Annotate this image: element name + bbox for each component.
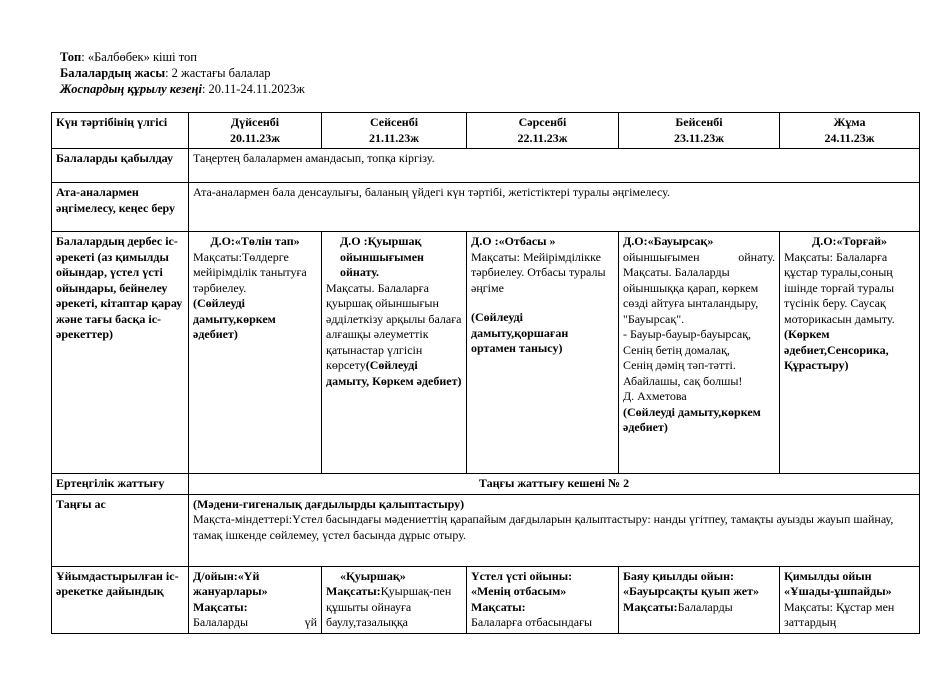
- day-name: Сәрсенбі: [518, 115, 567, 129]
- prep-title: «Қуыршақ»: [340, 568, 406, 583]
- activity-area: (Сөйлеуді дамыту,көркем әдебиет): [193, 296, 276, 341]
- day-date: 21.11.23ж: [368, 130, 420, 145]
- period-line: [60, 81, 305, 97]
- prep-tuesday: [322, 566, 467, 633]
- header-day-monday: [189, 113, 322, 149]
- activity-text-body: Мақсаты. Балаларға қуыршақ ойыншығын әдділеткізу арқылы балаға алғашқы әлеуметтік қатынастар үлгісін көрсету: [326, 280, 462, 372]
- header-day-friday: [780, 113, 920, 149]
- activity-line: [623, 250, 775, 266]
- activity-wednesday: [467, 232, 619, 474]
- day-name: Бейсенбі: [675, 115, 723, 129]
- prep-goal-label: Мақсаты:: [623, 599, 678, 614]
- activity-area: (Сөйлеуді дамыту,қоршаған ортамен танысу): [471, 310, 569, 355]
- prep-title: Қимылды ойын «Ұшады-ұшпайды»: [784, 568, 892, 598]
- activity-title: Д.О:«Бауырсақ»: [623, 234, 714, 248]
- row-label-preparation: Ұйымдастырылған іс-әрекетке дайындық: [52, 566, 189, 633]
- activity-monday: [189, 232, 322, 474]
- document-header: [60, 49, 305, 97]
- breakfast-text: Мақста-міндеттері:Үстел басындағы мәдениеттің қарапайым дағдыларын қалыптастыру: нанды үгітпеу, тамақты ауызды жауып шайнау, тамақ ішкенде сөйлемеу, үстел басында дұрыс отыру.: [193, 512, 894, 542]
- day-name: Сейсенбі: [369, 115, 419, 129]
- activity-title: Д.О :«Отбасы »: [471, 234, 556, 248]
- header-day-wednesday: [467, 113, 619, 149]
- day-date: 24.11.23ж: [824, 130, 875, 145]
- activity-text: Мақсаты. Балаларды ойыншыққа қарап, көркем сөзді айтуға ынталандыру, "Бауырсақ".: [623, 265, 759, 326]
- prep-goal-label: Мақсаты:: [326, 584, 381, 598]
- prep-wednesday: [467, 566, 619, 633]
- poem-author: Д. Ахметова: [623, 389, 687, 403]
- prep-title: Баяу қиылды ойын: «Бауырсақты қуып жет»: [623, 568, 759, 598]
- prep-friday: [780, 566, 920, 633]
- day-name: Дүйсенбі: [230, 115, 280, 129]
- poem-line: - Бауыр-бауыр-бауырсақ,: [623, 327, 752, 341]
- period-value: : 20.11-24.11.2023ж: [201, 82, 305, 96]
- prep-thursday: [619, 566, 780, 633]
- poem-line: Сенің бетің домалақ,: [623, 342, 730, 357]
- prep-text: [326, 584, 462, 631]
- prep-goal-label: Мақсаты:: [471, 599, 526, 614]
- row-breakfast: [52, 494, 920, 566]
- activity-area: (Сөйлеуді дамыту, Көркем әдебиет): [326, 358, 462, 388]
- weekly-plan-table: [51, 112, 920, 634]
- group-label: Топ: [60, 50, 82, 64]
- exercise-text: Таңғы жаттығу кешені № 2: [189, 474, 920, 495]
- day-name: Жұма: [833, 115, 866, 129]
- group-value: : «Балбөбек» кіші топ: [81, 50, 197, 64]
- reception-text: Таңертең балалармен амандасып, топқа кіргізу.: [189, 149, 920, 183]
- day-date: 22.11.23ж: [517, 130, 568, 145]
- prep-word: үй: [304, 615, 317, 629]
- prep-text: Мақсаты: Құстар мен заттардың: [784, 599, 895, 629]
- activity-tuesday: [322, 232, 467, 474]
- activity-area: (Көркем әдебиет,Сенсорика, Құрастыру): [784, 327, 889, 372]
- row-reception: [52, 149, 920, 183]
- day-date: 20.11.23ж: [229, 130, 281, 145]
- spacer: [471, 296, 614, 310]
- row-parents: [52, 183, 920, 232]
- row-morning-exercise: [52, 474, 920, 495]
- row-label-parents: Ата-аналармен әңгімелесу, кеңес беру: [52, 183, 189, 232]
- activity-title: Д.О:«Торғай»: [811, 234, 888, 248]
- activity-area: (Сөйлеуді дамыту,көркем әдебиет): [623, 404, 761, 434]
- prep-goal-label: Мақсаты:: [193, 599, 248, 614]
- header-corner-cell: Күн тәртібінің үлгісі: [52, 113, 189, 149]
- prep-text: [193, 615, 317, 631]
- row-preparation: [52, 566, 920, 633]
- activity-title: Д.О :Қуыршақ ойыншығымен ойнату.: [340, 234, 424, 279]
- activity-text: [326, 281, 462, 390]
- header-day-tuesday: [322, 113, 467, 149]
- breakfast-cell: [189, 494, 920, 566]
- age-label: Балалардың жасы: [60, 66, 166, 80]
- group-line: [60, 49, 305, 65]
- activity-word: ойыншығымен: [623, 249, 700, 264]
- age-line: [60, 65, 305, 81]
- prep-title: Д/ойын:«Үй жануарлары»: [193, 568, 268, 598]
- activity-thursday: [619, 232, 780, 474]
- row-label-reception: Балаларды қабылдау: [52, 149, 189, 183]
- age-value: : 2 жастағы балалар: [165, 66, 271, 80]
- activity-text: Мақсаты: Балаларға құстар туралы,соның ішінде торғай туралы түсінік беру. Саусақ моторикасын дамыту.: [784, 249, 895, 326]
- row-label-exercise: Ертеңгілік жаттығу: [52, 474, 189, 495]
- prep-text-body: Балаларды: [677, 599, 733, 614]
- table-header-row: [52, 113, 920, 149]
- header-day-thursday: [619, 113, 780, 149]
- prep-monday: [189, 566, 322, 633]
- activity-word: ойнату.: [738, 249, 775, 264]
- prep-text-body: Қуыршақ-пен құшыты ойнауға баулу,тазалыққа: [326, 584, 452, 629]
- row-independent-activity: [52, 232, 920, 474]
- poem-line: Абайлашы, сақ болшы!: [623, 373, 743, 388]
- activity-text: Мақсаты:Төлдерге мейірімділік танытуға тәрбиелеу.: [193, 249, 307, 295]
- prep-text: Балаларға отбасындағы: [471, 615, 593, 629]
- row-label-breakfast: Таңғы ас: [52, 494, 189, 566]
- row-label-activity: Балалардың дербес іс-әрекеті (аз қимылды ойындар, үстел үсті ойындары, бейнелеу әрекеті, кітаптар қарау және тағы басқа іс-әрекеттер): [52, 232, 189, 474]
- activity-title: Д.О:«Төлін тап»: [210, 234, 300, 248]
- prep-title: Үстел үсті ойыны: «Менің отбасым»: [471, 568, 573, 598]
- parents-text: Ата-аналармен бала денсаулығы, баланың үйдегі күн тәртібі, жетістіктері туралы әңгімелесу.: [189, 183, 920, 232]
- prep-word: Балаларды: [193, 615, 249, 629]
- activity-friday: [780, 232, 920, 474]
- day-date: 23.11.23ж: [673, 130, 725, 145]
- period-label: Жоспардың құрылу кезеңі: [60, 82, 202, 96]
- poem-line: Сенің дәмің тәп-тәтті.: [623, 358, 736, 372]
- activity-text: Мақсаты: Мейірімділікке тәрбиелеу. Отбасы туралы әңгіме: [471, 249, 606, 295]
- breakfast-title: (Мәдени-гигеналық дағдылырды қалыптастыру): [193, 496, 465, 511]
- prep-text: [623, 600, 775, 616]
